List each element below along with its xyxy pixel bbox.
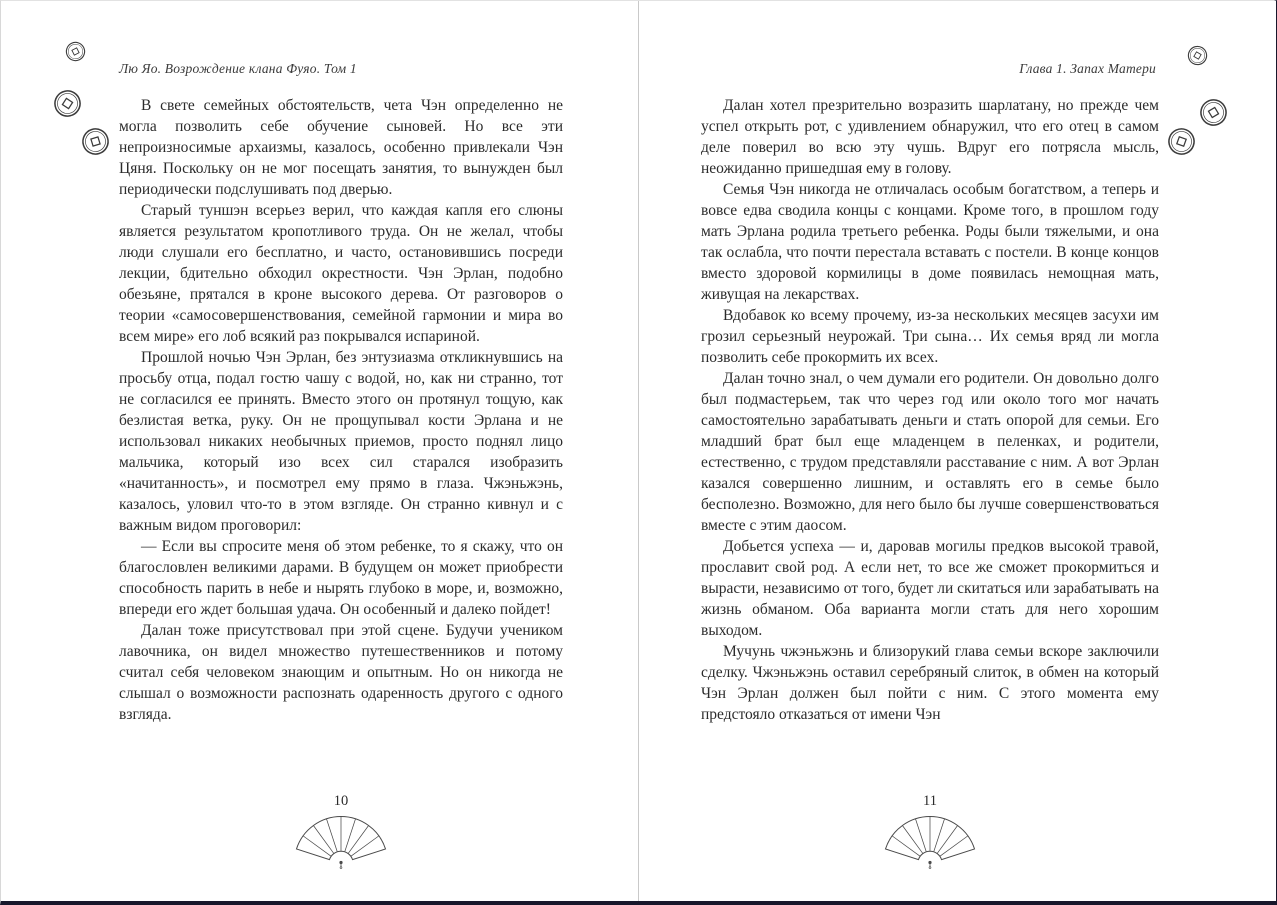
paragraph: Старый туншэн всерьез верил, что каждая капля его слюны является результатом кропотливого труда. Он не желал, чтобы люди слушали его бесплатно, и часто, остановившись посреди лекции, бдительно обходил окрестности. Чэн Эрлан, подобно обезьяне, прятался в кроне высокого дерева. От разговоров о теории «самосовершенствования, семейной гармонии и мира во всем мире» его лоб всякий раз покрывался испариной. (119, 202, 563, 345)
page-number: 10 (333, 793, 349, 809)
page-footer-left (119, 793, 563, 869)
folding-fan-icon (294, 811, 388, 869)
paragraph: Далан тоже присутствовал при этой сцене. Будучи учеником лавочника, он видел множество путешественников и потому считал себя человеком знающим и опытным. Но он никогда не слышал о возможности распознать одаренность другого с одного взгляда. (119, 622, 563, 723)
chinese-coin-icon (1196, 95, 1231, 130)
paragraph: Мучунь чжэньжэнь и близорукий глава семьи вскоре заключили сделку. Чжэньжэнь оставил серебряный слиток, в обмен на который Чэн Эрлан должен был пойти с ним. С этого момента ему предстояло отказаться от имени Чэн (701, 643, 1159, 723)
paragraph: Семья Чэн никогда не отличалась особым богатством, а теперь и вовсе едва сводила концы с концами. Кроме того, в прошлом году мать Эрлана родила третьего ребенка. Роды были тяжелыми, и она так ослабла, что почти перестала вставать с постели. В конце концов вместо здоровой кормилицы в доме появилась немощная мать, живущая на лекарствах. (701, 181, 1159, 303)
chinese-coin-icon (1185, 43, 1211, 69)
chinese-coin-icon (62, 38, 88, 64)
paragraph: Далан точно знал, о чем думали его родители. Он довольно долго был подмастерьем, так что через год или около того мог начать самостоятельно зарабатывать деньги и стать опорой для семьи. Его младший брат был еще младенцем в пеленках, и родители, естественно, с трудом представляли расставание с ним. А вот Эрлан казался совершенно лишним, и оставлять его в семье было бесполезно. Возможно, для него было бы лучше совершенствоваться вместе с этим даосом. (701, 370, 1159, 534)
paragraph: Прошлой ночью Чэн Эрлан, без энтузиазма откликнувшись на просьбу отца, подал гостю чашу с водой, но, как ни странно, тот не согласился ее принять. Вместо этого он протянул тощую, как безлистая ветка, руку. Он не прощупывал кости Эрлана и не использовал никаких необычных приемов, просто поднял лицо мальчика, который изо всех сил старался изобразить «начитанность», и посмотрел ему прямо в глаза. Чжэньжэнь, казалось, уловил что-то в этом взгляде. Он странно кивнул и с важным видом проговорил: (119, 349, 563, 534)
page-number: 11 (923, 793, 937, 809)
running-header-chapter-title: Глава 1. Запах Матери (1019, 61, 1156, 76)
paragraph: — Если вы спросите меня об этом ребенке, то я скажу, что он благословлен великими дарами. В будущем он может приобрести способность парить в небе и нырять глубоко в море, и, возможно, впереди его ждет большая удача. Он особенный и далеко пойдет! (119, 538, 563, 618)
paragraph: В свете семейных обстоятельств, чета Чэн определенно не могла позволить себе обучение сыновей. Но все эти непроизносимые архаизмы, казалось, особенно привлекали Чэн Цяня. Поскольку он не мог посещать занятия, то вынужден был периодически подслушивать под дверью. (119, 97, 563, 198)
paragraph: Вдобавок ко всему прочему, из-за нескольких месяцев засухи им грозил серьезный неурожай. Три сына… Их семья вряд ли могла позволить себе прокормить их всех. (701, 307, 1159, 366)
page-right[interactable] (639, 1, 1276, 901)
chinese-coin-icon (76, 122, 115, 161)
page-text-right (701, 95, 1159, 725)
page-footer-right (701, 793, 1159, 869)
folding-fan-icon (883, 811, 977, 869)
paragraph: Далан хотел презрительно возразить шарлатану, но прежде чем успел открыть рот, с удивлением обнаружил, что его отец в самом деле поверил во всю эту чушь. Вдруг его потрясла мысль, неожиданно пришедшая ему в голову. (701, 97, 1159, 177)
chinese-coin-icon (1162, 122, 1201, 161)
running-header-book-title: Лю Яо. Возрождение клана Фуяо. Том 1 (119, 61, 357, 76)
page-text-left (119, 95, 563, 725)
page-left[interactable] (1, 1, 638, 901)
paragraph: Добьется успеха — и, даровав могилы предков высокой травой, прославит свой род. А если нет, то все же сможет прокормиться и вырасти, независимо от того, будет ли скитаться или зарабатывать на жизнь обманом. Оба варианта могли стать для него хорошим выходом. (701, 538, 1159, 639)
chinese-coin-icon (50, 86, 84, 120)
